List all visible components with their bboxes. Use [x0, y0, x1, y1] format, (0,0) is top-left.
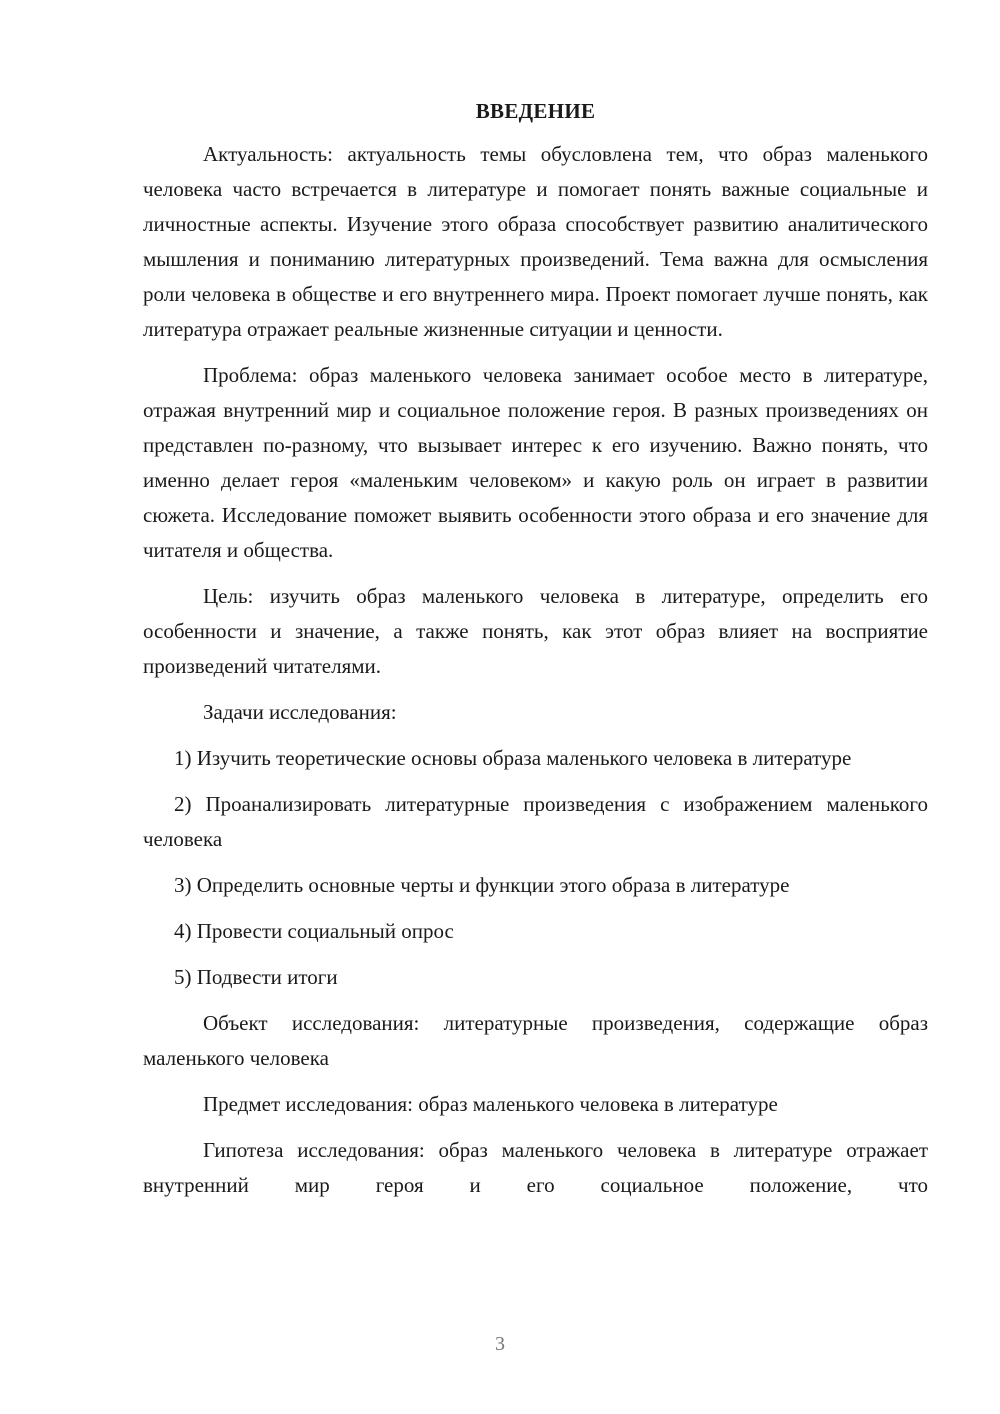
- paragraph-hypothesis: Гипотеза исследования: образ маленького человека в литературе отражает внутренний мир героя и его социальное положение, что: [143, 1138, 928, 1197]
- task-item-5: 5) Подвести итоги: [174, 965, 338, 989]
- task-item-2: 2) Проанализировать литературные произведения с изображением маленького человека: [143, 792, 928, 851]
- paragraph-subject: Предмет исследования: образ маленького человека в литературе: [203, 1092, 778, 1116]
- document-page: [143, 95, 928, 1214]
- paragraph-goal: Цель: изучить образ маленького человека в литературе, определить его особенности и значение, а также понять, как этот образ влияет на восприятие произведений читателями.: [143, 584, 928, 678]
- paragraph-problem: Проблема: образ маленького человека занимает особое место в литературе, отражая внутренний мир и социальное положение героя. В разных произведениях он представлен по-разному, что вызывает интерес к его изучению. Важно понять, что именно делает героя «маленьким человеком» и какую роль он играет в развитии сюжета. Исследование поможет выявить особенности этого образа и его значение для читателя и общества.: [143, 363, 928, 562]
- paragraph-object: Объект исследования: литературные произведения, содержащие образ маленького человека: [143, 1011, 928, 1070]
- page-title: ВВЕДЕНИЕ: [475, 99, 596, 123]
- tasks-heading: Задачи исследования:: [203, 700, 397, 724]
- task-item-3: 3) Определить основные черты и функции этого образа в литературе: [174, 873, 790, 897]
- page-number: 3: [495, 1333, 505, 1355]
- paragraph-relevance: Актуальность: актуальность темы обусловлена тем, что образ маленького человека часто встречается в литературе и помогает понять важные социальные и личностные аспекты. Изучение этого образа способствует развитию аналитического мышления и пониманию литературных произведений. Тема важна для осмысления роли человека в обществе и его внутреннего мира. Проект помогает лучше понять, как литература отражает реальные жизненные ситуации и ценности.: [143, 142, 928, 341]
- task-item-4: 4) Провести социальный опрос: [174, 919, 454, 943]
- task-item-1: 1) Изучить теоретические основы образа маленького человека в литературе: [174, 746, 852, 770]
